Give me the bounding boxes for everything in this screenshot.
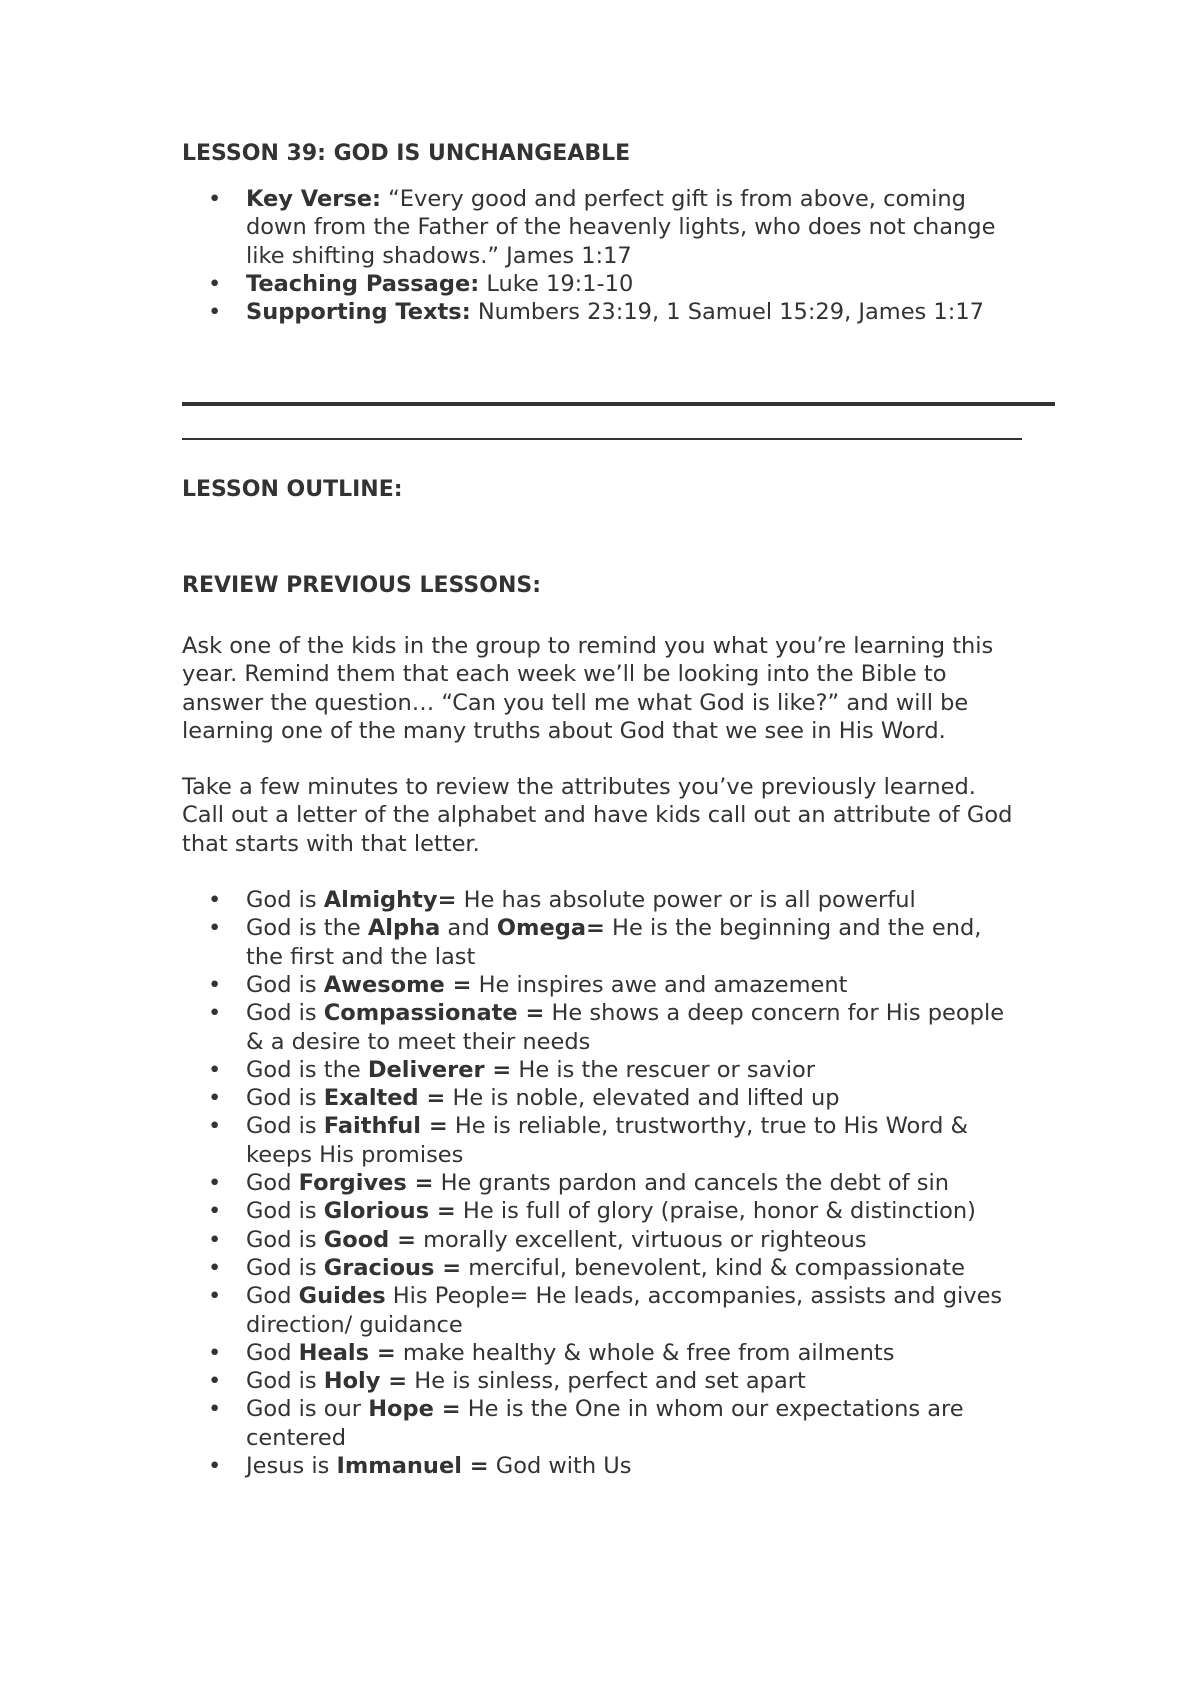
attribute-item: • God is Holy = He is sinless, perfect and set apart (182, 1367, 1022, 1395)
divider-thin (182, 438, 1022, 440)
attribute-item: • God Guides His People= He leads, accompanies, assists and gives direction/ guidance (182, 1282, 1022, 1339)
divider-thick (182, 402, 1055, 406)
key-info-item: • Teaching Passage: Luke 19:1-10 (182, 270, 1022, 298)
attribute-item: • Jesus is Immanuel = God with Us (182, 1452, 1022, 1480)
attributes-list (182, 886, 1022, 1480)
attribute-item: • God Heals = make healthy & whole & free from ailments (182, 1339, 1022, 1367)
attribute-item: • God is our Hope = He is the One in whom our expectations are centered (182, 1395, 1022, 1452)
attribute-item: • God is Glorious = He is full of glory (praise, honor & distinction) (182, 1197, 1022, 1225)
attribute-item: • God is Faithful = He is reliable, trustworthy, true to His Word & keeps His promises (182, 1112, 1022, 1169)
lesson-title: LESSON 39: GOD IS UNCHANGEABLE (182, 141, 631, 166)
attribute-item: • God is Compassionate = He shows a deep concern for His people & a desire to meet their needs (182, 999, 1022, 1056)
document-content (182, 140, 1022, 1480)
attribute-item: • God is the Alpha and Omega= He is the beginning and the end, the first and the last (182, 914, 1022, 971)
attribute-item: • God is Good = morally excellent, virtuous or righteous (182, 1226, 1022, 1254)
outline-heading: LESSON OUTLINE: (182, 477, 403, 502)
key-info-item: • Supporting Texts: Numbers 23:19, 1 Samuel 15:29, James 1:17 (182, 298, 1022, 326)
attribute-item: • God is Exalted = He is noble, elevated and lifted up (182, 1084, 1022, 1112)
attribute-item: • God is Almighty= He has absolute power or is all powerful (182, 886, 1022, 914)
paragraph-review: Take a few minutes to review the attributes you’ve previously learned. Call out a letter of the alphabet and have kids call out an attribute of God that starts with that letter. (182, 774, 1013, 857)
paragraph-intro: Ask one of the kids in the group to remind you what you’re learning this year. Remind them that each week we’ll be looking into the Bible to answer the question… “Can you tell me what God is like?” and will be learning one of the many truths about God that we see in His Word. (182, 633, 994, 744)
attribute-item: • God is Awesome = He inspires awe and amazement (182, 971, 1022, 999)
key-info-list (182, 185, 1022, 326)
attribute-item: • God Forgives = He grants pardon and cancels the debt of sin (182, 1169, 1022, 1197)
body-section (182, 632, 1022, 1480)
key-info-item: • Key Verse: “Every good and perfect gift is from above, coming down from the Father of the heavenly lights, who does not change like shifting shadows.” James 1:17 (182, 185, 1022, 270)
review-heading: REVIEW PREVIOUS LESSONS: (182, 573, 542, 598)
attribute-item: • God is Gracious = merciful, benevolent, kind & compassionate (182, 1254, 1022, 1282)
attribute-item: • God is the Deliverer = He is the rescuer or savior (182, 1056, 1022, 1084)
